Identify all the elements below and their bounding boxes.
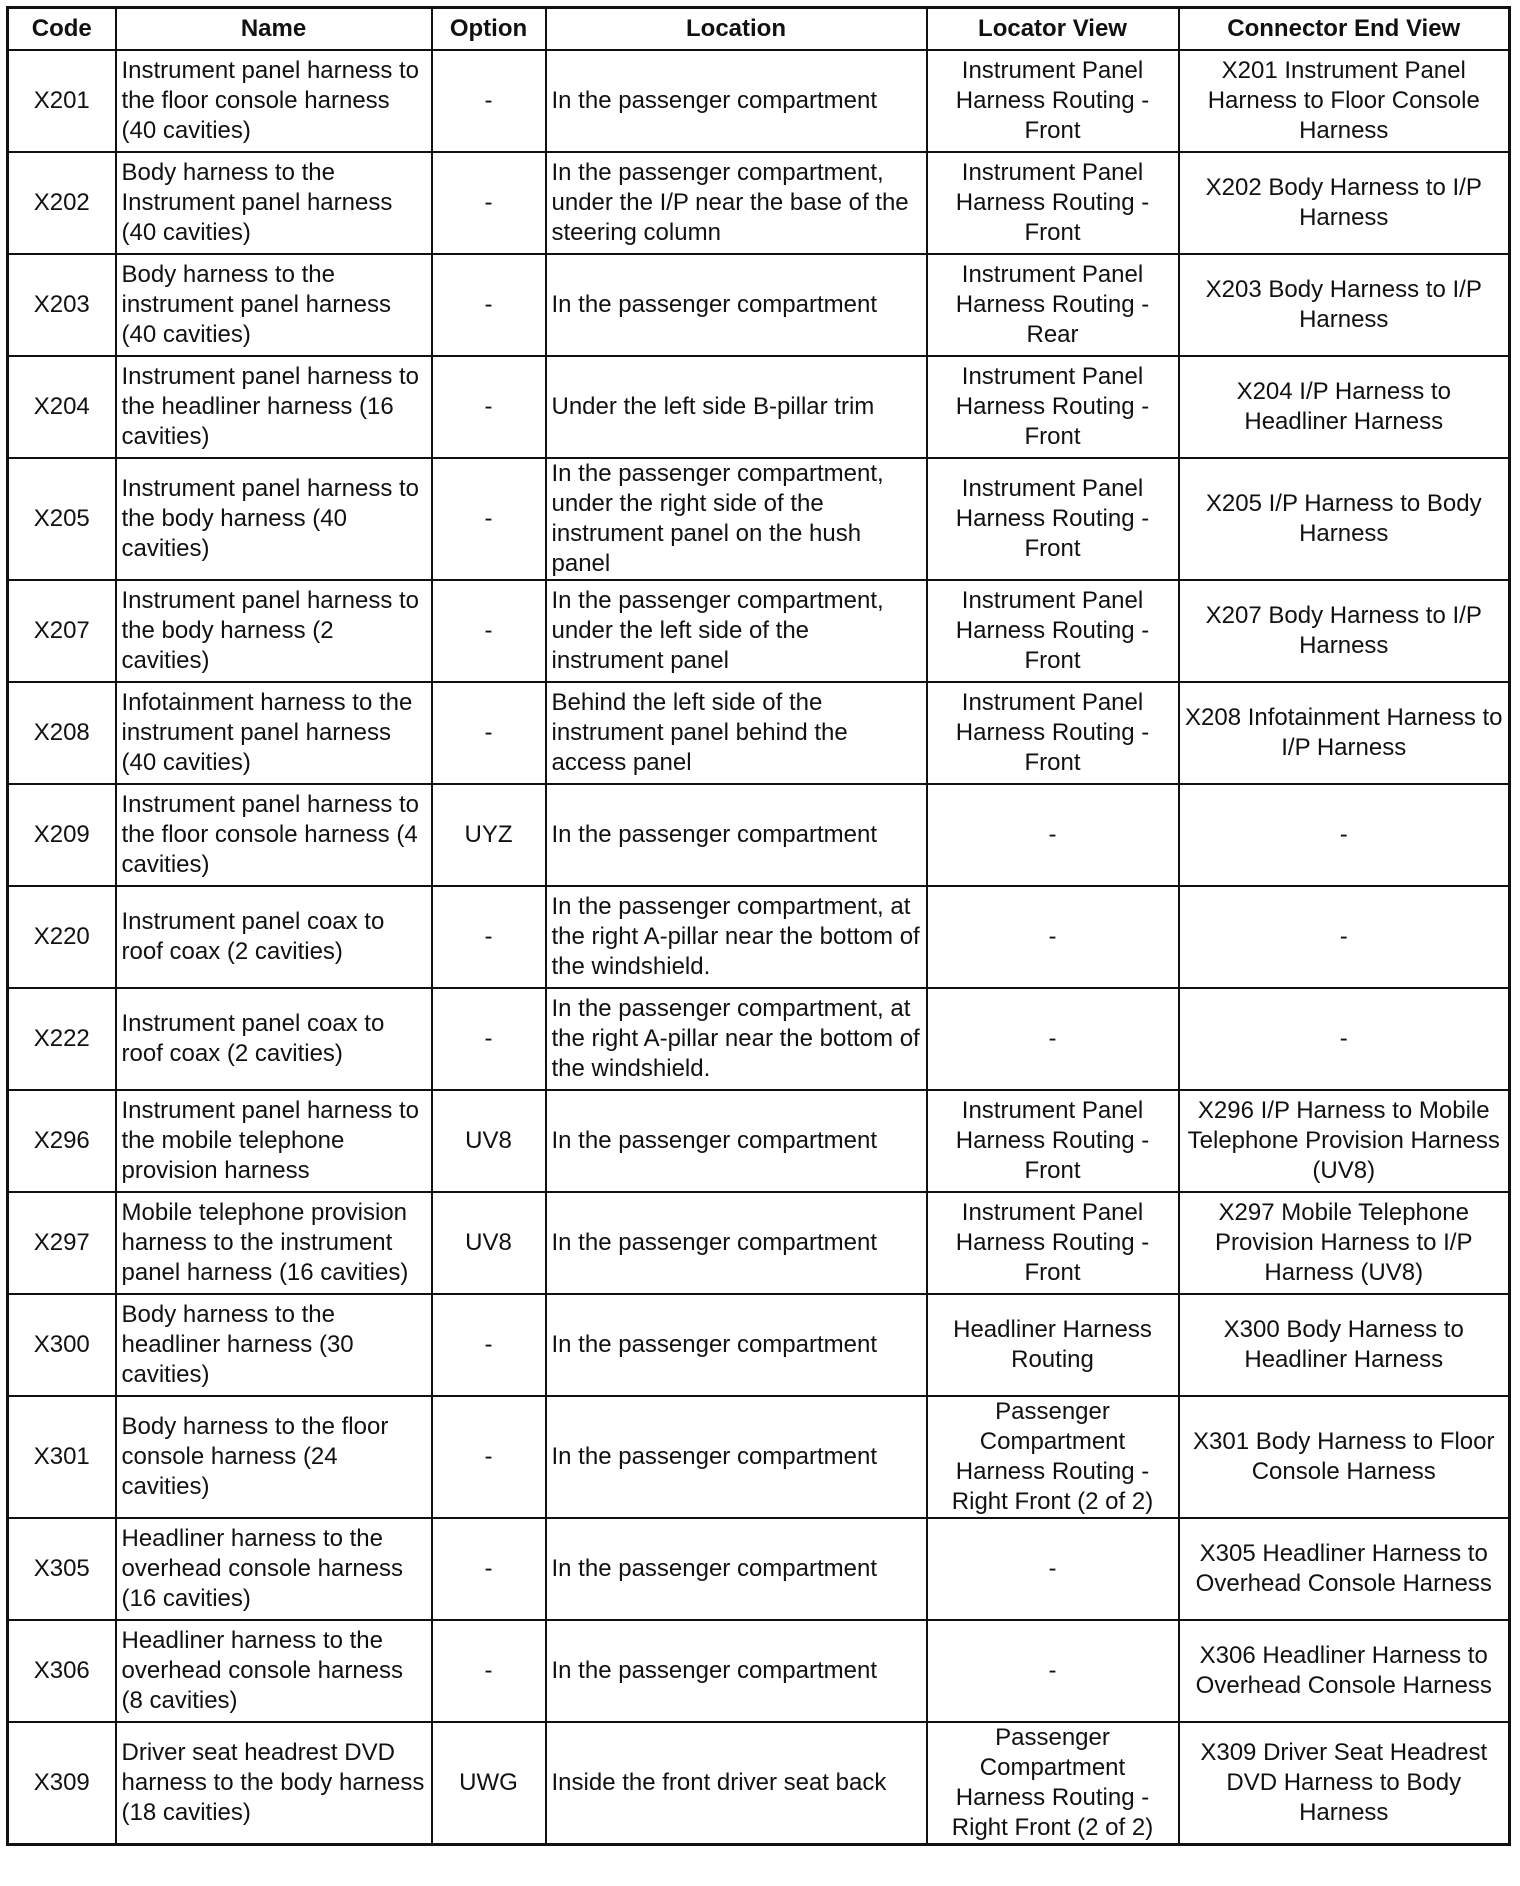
table-row <box>8 1518 1510 1620</box>
cell-option: - <box>432 50 546 152</box>
cell-option: - <box>432 1396 546 1518</box>
cell-locator-view: Instrument Panel Harness Routing - Front <box>927 458 1179 580</box>
cell-connector-end-view: X305 Headliner Harness to Overhead Console Harness <box>1179 1518 1510 1620</box>
cell-location: In the passenger compartment <box>546 1620 927 1722</box>
cell-option: - <box>432 356 546 458</box>
cell-option: UV8 <box>432 1192 546 1294</box>
table-row <box>8 254 1510 356</box>
cell-code: X297 <box>8 1192 116 1294</box>
header-option: Option <box>432 8 546 51</box>
cell-connector-end-view: X306 Headliner Harness to Overhead Console Harness <box>1179 1620 1510 1722</box>
cell-location: In the passenger compartment <box>546 1192 927 1294</box>
cell-code: X201 <box>8 50 116 152</box>
cell-code: X309 <box>8 1722 116 1845</box>
cell-name: Headliner harness to the overhead console harness (8 cavities) <box>116 1620 432 1722</box>
cell-option: - <box>432 458 546 580</box>
cell-location: Inside the front driver seat back <box>546 1722 927 1845</box>
cell-location: In the passenger compartment, at the right A-pillar near the bottom of the windshield. <box>546 988 927 1090</box>
table-row <box>8 356 1510 458</box>
cell-locator-view: Instrument Panel Harness Routing - Front <box>927 152 1179 254</box>
cell-location: In the passenger compartment, under the right side of the instrument panel on the hush panel <box>546 458 927 580</box>
cell-location: In the passenger compartment <box>546 784 927 886</box>
table-row <box>8 1192 1510 1294</box>
cell-name: Mobile telephone provision harness to the instrument panel harness (16 cavities) <box>116 1192 432 1294</box>
table-row <box>8 580 1510 682</box>
header-name: Name <box>116 8 432 51</box>
cell-option: - <box>432 1294 546 1396</box>
cell-connector-end-view: X297 Mobile Telephone Provision Harness to I/P Harness (UV8) <box>1179 1192 1510 1294</box>
cell-connector-end-view: - <box>1179 886 1510 988</box>
cell-option: - <box>432 682 546 784</box>
connector-table <box>6 6 1511 1846</box>
cell-locator-view: Instrument Panel Harness Routing - Front <box>927 682 1179 784</box>
cell-locator-view: Headliner Harness Routing <box>927 1294 1179 1396</box>
cell-option: - <box>432 1518 546 1620</box>
cell-code: X202 <box>8 152 116 254</box>
cell-name: Infotainment harness to the instrument panel harness (40 cavities) <box>116 682 432 784</box>
cell-option: - <box>432 580 546 682</box>
cell-name: Body harness to the floor console harness (24 cavities) <box>116 1396 432 1518</box>
cell-connector-end-view: X204 I/P Harness to Headliner Harness <box>1179 356 1510 458</box>
cell-locator-view: Instrument Panel Harness Routing - Front <box>927 1090 1179 1192</box>
cell-location: Under the left side B-pillar trim <box>546 356 927 458</box>
cell-locator-view: - <box>927 784 1179 886</box>
cell-name: Instrument panel harness to the floor console harness (40 cavities) <box>116 50 432 152</box>
cell-option: - <box>432 1620 546 1722</box>
cell-location: In the passenger compartment <box>546 1396 927 1518</box>
cell-locator-view: - <box>927 1518 1179 1620</box>
cell-option: - <box>432 152 546 254</box>
cell-code: X306 <box>8 1620 116 1722</box>
header-connector-end-view: Connector End View <box>1179 8 1510 51</box>
cell-connector-end-view: - <box>1179 784 1510 886</box>
cell-option: UV8 <box>432 1090 546 1192</box>
cell-name: Instrument panel harness to the floor console harness (4 cavities) <box>116 784 432 886</box>
cell-locator-view: Instrument Panel Harness Routing - Front <box>927 1192 1179 1294</box>
cell-name: Instrument panel coax to roof coax (2 cavities) <box>116 988 432 1090</box>
cell-name: Instrument panel harness to the body harness (2 cavities) <box>116 580 432 682</box>
cell-connector-end-view: X202 Body Harness to I/P Harness <box>1179 152 1510 254</box>
cell-code: X296 <box>8 1090 116 1192</box>
cell-code: X305 <box>8 1518 116 1620</box>
table-body <box>8 50 1510 1845</box>
cell-location: In the passenger compartment <box>546 1090 927 1192</box>
cell-locator-view: Instrument Panel Harness Routing - Front <box>927 580 1179 682</box>
cell-location: In the passenger compartment, under the I/P near the base of the steering column <box>546 152 927 254</box>
cell-code: X204 <box>8 356 116 458</box>
cell-location: In the passenger compartment <box>546 254 927 356</box>
table-row <box>8 784 1510 886</box>
cell-name: Instrument panel coax to roof coax (2 cavities) <box>116 886 432 988</box>
cell-location: In the passenger compartment <box>546 50 927 152</box>
table-row <box>8 152 1510 254</box>
cell-code: X207 <box>8 580 116 682</box>
cell-locator-view: - <box>927 988 1179 1090</box>
table-row <box>8 1396 1510 1518</box>
cell-location: In the passenger compartment, at the right A-pillar near the bottom of the windshield. <box>546 886 927 988</box>
table-header-row <box>8 8 1510 51</box>
cell-location: In the passenger compartment, under the left side of the instrument panel <box>546 580 927 682</box>
table-row <box>8 1620 1510 1722</box>
cell-name: Driver seat headrest DVD harness to the body harness (18 cavities) <box>116 1722 432 1845</box>
table-row <box>8 458 1510 580</box>
cell-name: Body harness to the headliner harness (30 cavities) <box>116 1294 432 1396</box>
table-row <box>8 988 1510 1090</box>
cell-connector-end-view: - <box>1179 988 1510 1090</box>
table-row <box>8 886 1510 988</box>
cell-option: - <box>432 886 546 988</box>
cell-code: X300 <box>8 1294 116 1396</box>
cell-locator-view: Instrument Panel Harness Routing - Front <box>927 50 1179 152</box>
cell-option: - <box>432 988 546 1090</box>
cell-location: Behind the left side of the instrument panel behind the access panel <box>546 682 927 784</box>
cell-connector-end-view: X208 Infotainment Harness to I/P Harness <box>1179 682 1510 784</box>
table-row <box>8 1722 1510 1845</box>
cell-name: Instrument panel harness to the body harness (40 cavities) <box>116 458 432 580</box>
cell-locator-view: Instrument Panel Harness Routing - Front <box>927 356 1179 458</box>
header-locator-view: Locator View <box>927 8 1179 51</box>
cell-option: UYZ <box>432 784 546 886</box>
cell-location: In the passenger compartment <box>546 1294 927 1396</box>
table-row <box>8 50 1510 152</box>
cell-locator-view: Passenger Compartment Harness Routing - Right Front (2 of 2) <box>927 1396 1179 1518</box>
cell-connector-end-view: X205 I/P Harness to Body Harness <box>1179 458 1510 580</box>
cell-name: Headliner harness to the overhead console harness (16 cavities) <box>116 1518 432 1620</box>
cell-option: UWG <box>432 1722 546 1845</box>
cell-name: Instrument panel harness to the mobile telephone provision harness <box>116 1090 432 1192</box>
cell-connector-end-view: X203 Body Harness to I/P Harness <box>1179 254 1510 356</box>
cell-name: Body harness to the instrument panel harness (40 cavities) <box>116 254 432 356</box>
cell-option: - <box>432 254 546 356</box>
cell-code: X205 <box>8 458 116 580</box>
cell-location: In the passenger compartment <box>546 1518 927 1620</box>
connector-table-wrapper <box>6 6 1511 1846</box>
cell-code: X220 <box>8 886 116 988</box>
cell-connector-end-view: X300 Body Harness to Headliner Harness <box>1179 1294 1510 1396</box>
cell-connector-end-view: X309 Driver Seat Headrest DVD Harness to Body Harness <box>1179 1722 1510 1845</box>
cell-code: X222 <box>8 988 116 1090</box>
cell-name: Instrument panel harness to the headliner harness (16 cavities) <box>116 356 432 458</box>
table-row <box>8 1090 1510 1192</box>
cell-locator-view: Passenger Compartment Harness Routing - Right Front (2 of 2) <box>927 1722 1179 1845</box>
cell-name: Body harness to the Instrument panel harness (40 cavities) <box>116 152 432 254</box>
cell-connector-end-view: X201 Instrument Panel Harness to Floor Console Harness <box>1179 50 1510 152</box>
cell-code: X301 <box>8 1396 116 1518</box>
header-location: Location <box>546 8 927 51</box>
cell-code: X203 <box>8 254 116 356</box>
cell-code: X209 <box>8 784 116 886</box>
cell-connector-end-view: X207 Body Harness to I/P Harness <box>1179 580 1510 682</box>
header-code: Code <box>8 8 116 51</box>
cell-connector-end-view: X301 Body Harness to Floor Console Harness <box>1179 1396 1510 1518</box>
table-row <box>8 682 1510 784</box>
cell-locator-view: - <box>927 1620 1179 1722</box>
cell-locator-view: Instrument Panel Harness Routing - Rear <box>927 254 1179 356</box>
table-row <box>8 1294 1510 1396</box>
cell-locator-view: - <box>927 886 1179 988</box>
cell-connector-end-view: X296 I/P Harness to Mobile Telephone Provision Harness (UV8) <box>1179 1090 1510 1192</box>
cell-code: X208 <box>8 682 116 784</box>
